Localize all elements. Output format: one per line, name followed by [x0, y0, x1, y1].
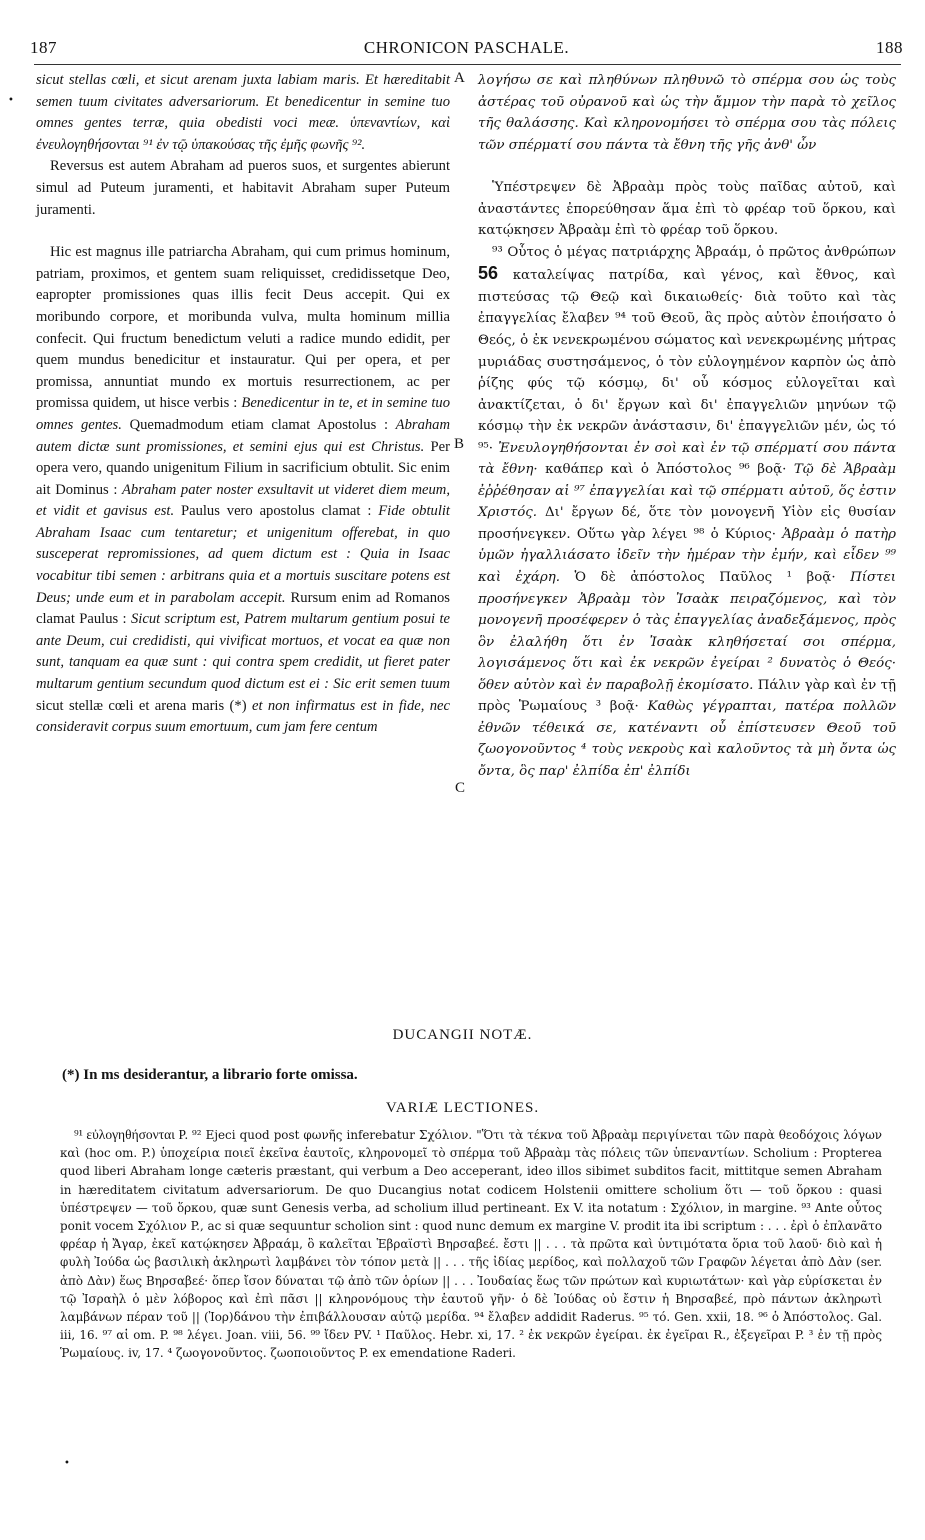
greek-column	[478, 70, 896, 783]
section-marker-c: C	[455, 780, 466, 796]
variant-note: ⁹¹ εὐλογηθήσονται P.	[74, 1127, 188, 1142]
greek-text: Ὁ δὲ ἀπόστολος Παῦλος ¹ βοᾷ·	[574, 570, 836, 586]
latin-paragraph-2: Reversus est autem Abraham ad pueros suos, et surgentes abierunt simul ad Puteum juramenti, et habitavit Abraham super Puteum juramenti.	[36, 158, 450, 218]
margin-column-number: 56	[478, 263, 499, 284]
greek-quote: Πίστει προσήνεγκεν Ἀβραὰμ τὸν Ἰσαὰκ πειραζόμενος, καὶ τὸν μονογενῆ προσέφερεν ὁ τὰς ἐπαγγελίας ἀναδεξάμενος, πρὸς ὃν ἐλαλήθη ὅτι ἐν Ἰσαὰκ κληθήσεταί σοι σπέρμα, λογισάμενος ὅτι καὶ ἐκ νεκρῶν ἐγείραι ² δυνατὸς ὁ Θεός· ὅθεν αὐτὸν καὶ ἐν παραβολῇ ἐκομίσατο.	[478, 570, 897, 693]
header-rule	[34, 64, 901, 65]
latin-text: Paulus vero apostolus clamat :	[180, 503, 372, 520]
greek-text: Δι' ἔργων δέ, ὅτε τὸν μονογενῆ Υἱὸν εἰς θυσίαν προσήνεγκεν. Οὕτω γὰρ λέγει ⁹⁸ ὁ Κύριος·	[478, 505, 896, 542]
latin-quote: et non infirmatus est in fide, nec consideravit corpus suum emortuum, cum jam fere centum	[36, 697, 451, 736]
running-title: CHRONICON PASCHALE.	[363, 38, 570, 57]
variant-paragraph	[60, 1126, 882, 1363]
notes-heading: DUCANGII NOTÆ.	[392, 1027, 533, 1043]
section-marker-b: B	[454, 436, 465, 452]
latin-quote: Sicut scriptum est, Patrem multarum gentium posui te ante Deum, cui credidisti, qui vivificat mortuos, et vocat ea quæ non sunt, tanquam ea quæ sunt : qui contra spem credidit, ut fieret pater multarum gentium secundum quod dictum est ei : Sic erit semen tuum	[36, 611, 451, 693]
page-number-left: 187	[30, 38, 57, 57]
latin-text: Quemadmodum etiam clamat Apostolus :	[129, 416, 388, 433]
latin-quote: Benedicentur in te, et in semine tuo omnes gentes.	[36, 395, 451, 433]
variant-note: ⁹² Ejeci quod post φωνῆς inferebatur Σχόλιον. "Ὅτι τὰ τέκνα τοῦ Ἀβραὰμ περιγίνεται τῶν παρὰ θεοδόχοις λόγων καὶ (hoc om. P.) ὑποχείρια ποιεῖ ἐκεῖνα ἑαυτοῖς, κληρονομεῖ τὸ σπέρμα τοῦ Ἀβραὰμ τὰς πόλεις τῶν ὑπεναντίων. Scholium : Propterea quod liberi Abraham longe cæteris præstant, qui verbum a Deo acceperant, ideo illos sibimet subditos facit, mittitque semen Abraham in hæreditatem civitatum adversariorum. De quo Ducangius notat codicem Holstenii omittere scholium ὅτι — τοῦ ὅρκου : quasi ὑπέστρεψεν — τοῦ ὅρκου, quæ sunt Genesis verba, ad scholium illud pertineant. Ex V. ita notatum : Σχόλιον, in margine. ⁹³ Ante οὗτος ponit vocem Σχόλιον P., ac si quæ sequuntur scholion sint : quod nunc demum ex margine V. prodit ita ibi scriptum : . . . ἐρὶ ὁ ἐπλανᾶτο φρέαρ ἡ Ἄγαρ, ἐκεῖ κατῴκησεν Ἀβραάμ, ὃ καλεῖται Ἑβραϊστὶ Βηρσαβεέ. ἔστι || . . . τὰ πρῶτα καὶ ὑντιμότατα ὅρια τοῦ λαοῦ· διὸ καὶ ἡ φυλὴ Ἰούδα ὡς βασιλικὴ ἀκληρωτὶ λαμβάνει τὸν τόπον μετὰ || . . . τῆς ἰδίας μερίδος, καὶ πολλαχοῦ τῶν Γραφῶν λέγεται ἀπὸ Δὰν (ser. ἀπὸ Δὰν) ἕως Βηρσαβεέ· ὅπερ ἴσον δύναται τῷ ἀπὸ τῶν ὁρίων || . . . Ἰουδαίας ἕως τῶν πρώτων καὶ κυριωτάτων· καὶ γὰρ εὑρίσκεται ἐν τῷ Ἰσραὴλ ὁ μὲν λόβορος καὶ ἐπὶ πᾶσι || κληρονόμους τὴν ἑαυτοῦ γῆν· ὁ δὲ Ἰούδας οὐ ἔστιν ἡ Βηρσαβεέ, πρὸ πάντων ἀκληρωτὶ λαμβάνων πέραν τοῦ || (Ἰορ)δάνου τὴν ἐπιβάλλουσαν αὐτῷ μερίδα. ⁹⁴ ἔλαβεν addidit Raderus. ⁹⁵ τό. Gen. xxii, 18. ⁹⁶ ὁ Ἀπόστολος. Gal. iii, 16. ⁹⁷ αἱ om. P. ⁹⁸ λέγει. Joan. viii, 56. ⁹⁹ ἴδεν PV. ¹ Παῦλος. Hebr. xi, 17. ² ἐκ νεκρῶν ἐγείραι. ἐκ ἐγεῖραι R., ἐξεγεῖραι P. ³ ἐν τῇ πρὸς Ῥωμαίους. iv, 17. ⁴ ζωογονοῦντος. ζωοποιοῦντος P. ex emendatione Raderi.	[60, 1128, 882, 1361]
greek-text: Πάλιν γὰρ καὶ ἐν τῇ πρὸς Ῥωμαίους ³ βοᾷ·	[478, 677, 896, 715]
latin-paragraph-3	[36, 242, 450, 739]
margin-dot: •	[8, 95, 14, 106]
greek-text: καταλείψας πατρίδα, καὶ γένος, καὶ ἔθνος, καὶ πιστεύσας τῷ Θεῷ καὶ δικαιωθείς· διὰ τοῦτο καὶ τὰς ἐπαγγελίας ἔλαβεν ⁹⁴ τοῦ Θεοῦ, ἃς πρὸς αὐτὸν ἐποιήσατο ὁ Θεός, ὁ ἐκ νενεκρωμένου σώματος καὶ νενεκρωμένης μήτρας μυριάδας συστησάμενος, ὁ τὸν εὐλογημένον καρπὸν ὡς ἀπὸ ῥίζης φύς τῷ κόσμῳ, δι' οὗ κόσμος εὐλογεῖται καὶ ἀνακτίζεται, ὁ δι' ἔργων καὶ δι' ἐπαγγελιῶν μηνύων τῷ κόσμῳ τὴν ἐκ νεκρῶν ἀνάστασιν, δι' ἐπαγγελιῶν μέν, ὡς τό ⁹⁵·	[478, 268, 896, 456]
section-marker-a: A	[454, 70, 465, 86]
greek-paragraph-1: λογήσω σε καὶ πληθύνων πληθυνῶ τὸ σπέρμα σου ὡς τοὺς ἀστέρας τοῦ οὐρανοῦ καὶ ὡς τὴν ἄμμον τὴν παρὰ τὸ χεῖλος τῆς θαλάσσης. Καὶ κληρονομήσει τὸ σπέρμα σου τὰς πόλεις τῶν σπέρματί σου πάντα τὰ ἔθνη τῆς γῆς ἀνθ' ὧν	[478, 73, 896, 153]
running-header	[30, 34, 903, 64]
page-number-right: 188	[876, 38, 903, 57]
latin-quote: Fide obtulit Abraham Isaac cum tentaretur; et unigenitum offerebat, in quo susceperat repromissiones, ad quem dictum est : Quia in Isaac vocabitur tibi semen : arbitrans quia et a mortuis suscitare potens est Deus; unde eum et in parabolam accepit.	[36, 503, 450, 606]
greek-paragraph-3	[478, 242, 896, 783]
greek-quote: Ἀβραὰμ ὁ πατὴρ ὑμῶν ἠγαλλιάσατο ἰδεῖν τὴν ἡμέραν τὴν ἐμήν, καὶ εἶδεν ⁹⁹ καὶ ἐχάρη.	[478, 526, 896, 586]
latin-text: sicut stellæ cœli et arena maris (*)	[36, 697, 247, 714]
latin-paragraph-1: sicut stellas cœli, et sicut arenam juxta labiam maris. Et hæreditabit semen tuum civitates adversariorum. Et benedicentur in semine tuo omnes gentes terræ, quia obedisti voci meæ. ὑπεναντίων, καὶ ἐνευλογηθήσονται ⁹¹ ἐν τῷ ὑπακούσας τῆς ἐμῆς φωνῆς ⁹².	[36, 72, 450, 153]
greek-text: ⁹³ Οὗτος ὁ μέγας πατριάρχης Ἀβραάμ, ὁ πρῶτος ἀνθρώπων	[492, 244, 896, 260]
ducange-note: (*) In ms desiderantur, a librario forte omissa.	[62, 1067, 358, 1083]
greek-quote: Καθὼς γέγραπται, πατέρα πολλῶν ἐθνῶν τέθεικά σε, κατέναντι οὗ ἐπίστευσεν Θεοῦ τοῦ ζωογονοῦντος ⁴ τοὺς νεκροὺς καὶ καλοῦντος τὰ μὴ ὄντα ὡς ὄντα, ὃς παρ' ἐλπίδα ἐπ' ἐλπίδι	[478, 699, 896, 779]
latin-text: Rursum enim ad Romanos clamat Paulus :	[36, 589, 450, 628]
greek-quote: Ἐνευλογηθήσονται ἐν σοὶ καὶ ἐν τῷ σπέρματί σου πάντα τὰ ἔθνη·	[478, 440, 896, 478]
greek-quote: Τῷ δὲ Ἀβραὰμ ἐῤῥέθησαν αἱ ⁹⁷ ἐπαγγελίαι καὶ τῷ σπέρματι αὐτοῦ, ὅς ἐστιν Χριστός.	[478, 462, 896, 521]
latin-quote: Abraham pater noster exsultavit ut videret diem meum, et vidit et gavisus est.	[36, 481, 450, 520]
bottom-dot: •	[64, 1458, 70, 1469]
greek-text: καθάπερ καὶ ὁ Ἀπόστολος ⁹⁶ βοᾷ·	[545, 462, 787, 478]
latin-text: Per opera vero, quando unigenitum Filium in sacrificium obtulit. Sic enim ait Dominus :	[36, 438, 450, 498]
variae-heading: VARIÆ LECTIONES.	[385, 1100, 540, 1116]
greek-paragraph-2: Ὑπέστρεψεν δὲ Ἀβραὰμ πρὸς τοὺς παῖδας αὐτοῦ, καὶ ἀναστάντες ἐπορεύθησαν ἅμα ἐπὶ τὸ φρέαρ τοῦ ὅρκου, καὶ κατῴκησεν Ἀβραὰμ ἐπὶ τὸ φρέαρ τοῦ ὅρκου.	[478, 180, 896, 239]
latin-text: Hic est magnus ille patriarcha Abraham, qui cum primus hominum, patriam, proximos, et gentem suam reliquisset, credidissetque Deo, eapropter promissiones quas illis fecit Deus accepit. Qui ex moribundo corpore, et moribunda vulva, multa hominum millia confecit. Qui fructum benedictum veluti a radice mundo edidit, per quem mundus benedicitur et instauratur. Qui per opera, et per promissa, annuntiat mundo ex mortuis resurrectionem, ac per promissa quidem, ut hisce verbis :	[36, 244, 450, 412]
latin-column	[36, 70, 450, 739]
variant-readings	[60, 1126, 882, 1363]
latin-quote: Abraham autem dictæ sunt promissiones, et semini ejus qui est Christus.	[36, 416, 450, 455]
